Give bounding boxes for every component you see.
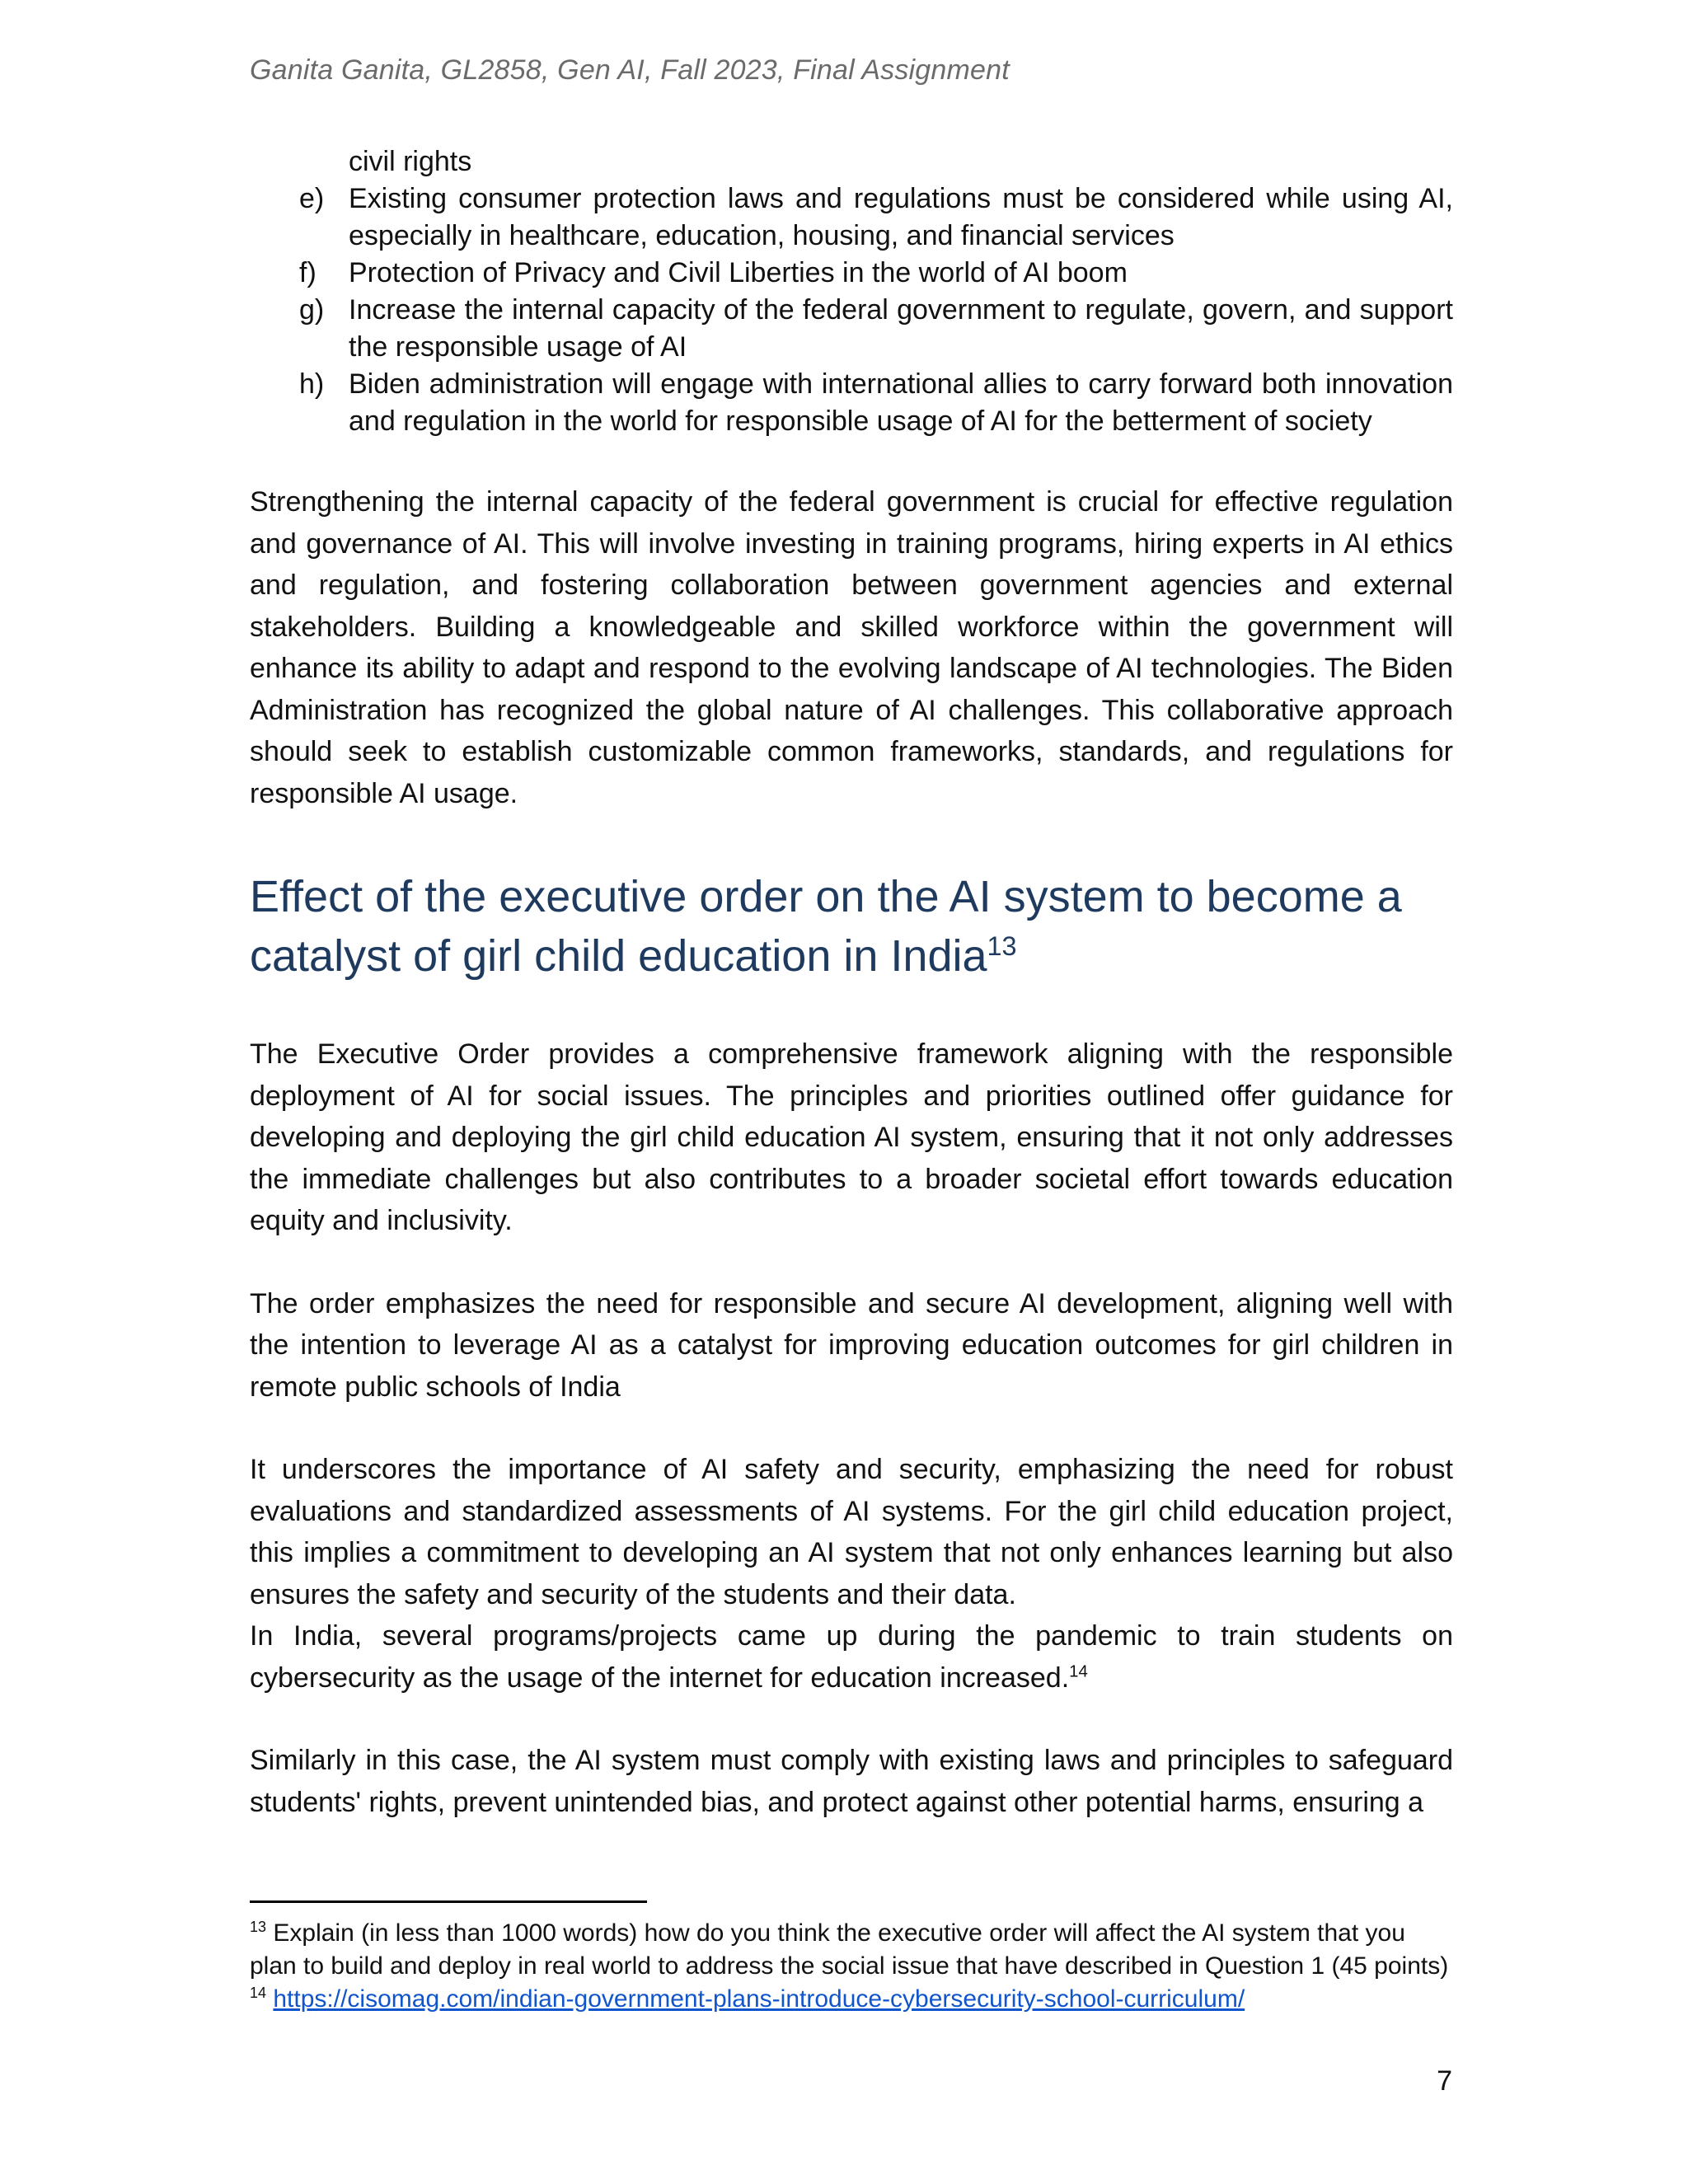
paragraph-order-emphasis: The order emphasizes the need for responsible and secure AI development, aligning well with the intention to leverage AI as a catalyst for improving education outcomes for girl children in remote public schools of India [250,1287,1453,1403]
paragraph-capacity: Strengthening the internal capacity of the federal government is crucial for effective regulation and governance of AI. This will involve investing in training programs, hiring experts in AI ethics and regulation, and fostering collaboration between government agencies and external stakeholders. Building a knowledgeable and skilled workforce within the government will enhance its ability to adapt and respond to the evolving landscape of AI technologies. The Biden Administration has recognized the global nature of AI challenges. This collaborative approach should seek to establish customizable common frameworks, standards, and regulations for responsible AI usage. [250,486,1453,809]
footnote-number: 13 [250,1919,267,1935]
footnote-divider [250,1900,647,1903]
list-item [250,292,1453,366]
footnote-number: 14 [250,1985,267,2001]
requirements-list [250,180,1453,440]
footnote-13 [250,1917,1453,1983]
list-continuation: civil rights [349,146,472,177]
paragraph-india-programs [250,1615,1453,1699]
paragraph-india-programs-text: In India, several programs/projects came up during the pandemic to train students on cybersecurity as the usage of the internet for education increased. [250,1620,1453,1694]
paragraph-safety: It underscores the importance of AI safety and security, emphasizing the need for robust evaluations and standardized assessments of AI systems. For the girl child education project, this implies a commitment to developing an AI system that not only enhances learning but also ensures the safety and security of the students and their data. [250,1454,1453,1610]
running-header: Ganita Ganita, GL2858, Gen AI, Fall 2023, Final Assignment [250,54,1010,86]
list-item-text: Biden administration will engage with international allies to carry forward both innovation and regulation in the world for responsible usage of AI for the betterment of society [349,368,1453,437]
footnote-ref-13[interactable]: 13 [987,931,1017,961]
list-item [250,255,1453,292]
page-body [250,143,1453,1823]
list-marker: f) [299,257,316,288]
footnote-text: Explain (in less than 1000 words) how do you think the executive order will affect the AI system that you plan to build and deploy in real world to address the social issue that have described in Question 1 (45 points) [250,1919,1449,1980]
list-item [250,180,1453,255]
paragraph-compliance: Similarly in this case, the AI system must comply with existing laws and principles to safeguard students' rights, prevent unintended bias, and protect against other potential harms, ensuring a [250,1745,1453,1818]
footnote-ref-14[interactable]: 14 [1069,1662,1088,1681]
section-heading-text: Effect of the executive order on the AI system to become a catalyst of girl child education in India [250,872,1402,981]
footnotes [250,1917,1453,2016]
list-item-text: Protection of Privacy and Civil Liberties in the world of AI boom [349,257,1128,288]
paragraph-framework: The Executive Order provides a comprehensive framework aligning with the responsible deployment of AI for social issues. The principles and priorities outlined offer guidance for developing and deploying the girl child education AI system, ensuring that it not only addresses the immediate challenges but also contributes to a broader societal effort towards education equity and inclusivity. [250,1038,1453,1236]
footnote-14 [250,1983,1453,2016]
list-item [250,366,1453,440]
list-marker: e) [299,183,325,214]
page-number: 7 [1437,2065,1452,2097]
list-marker: g) [299,294,325,326]
list-item-text: Increase the internal capacity of the federal government to regulate, govern, and support the responsible usage of AI [349,294,1453,363]
section-heading [250,867,1453,986]
list-marker: h) [299,368,325,400]
footnote-link[interactable]: https://cisomag.com/indian-government-plans-introduce-cybersecurity-school-curriculum/ [273,1985,1245,2013]
list-item-text: Existing consumer protection laws and regulations must be considered while using AI, especially in healthcare, education, housing, and financial services [349,183,1453,251]
